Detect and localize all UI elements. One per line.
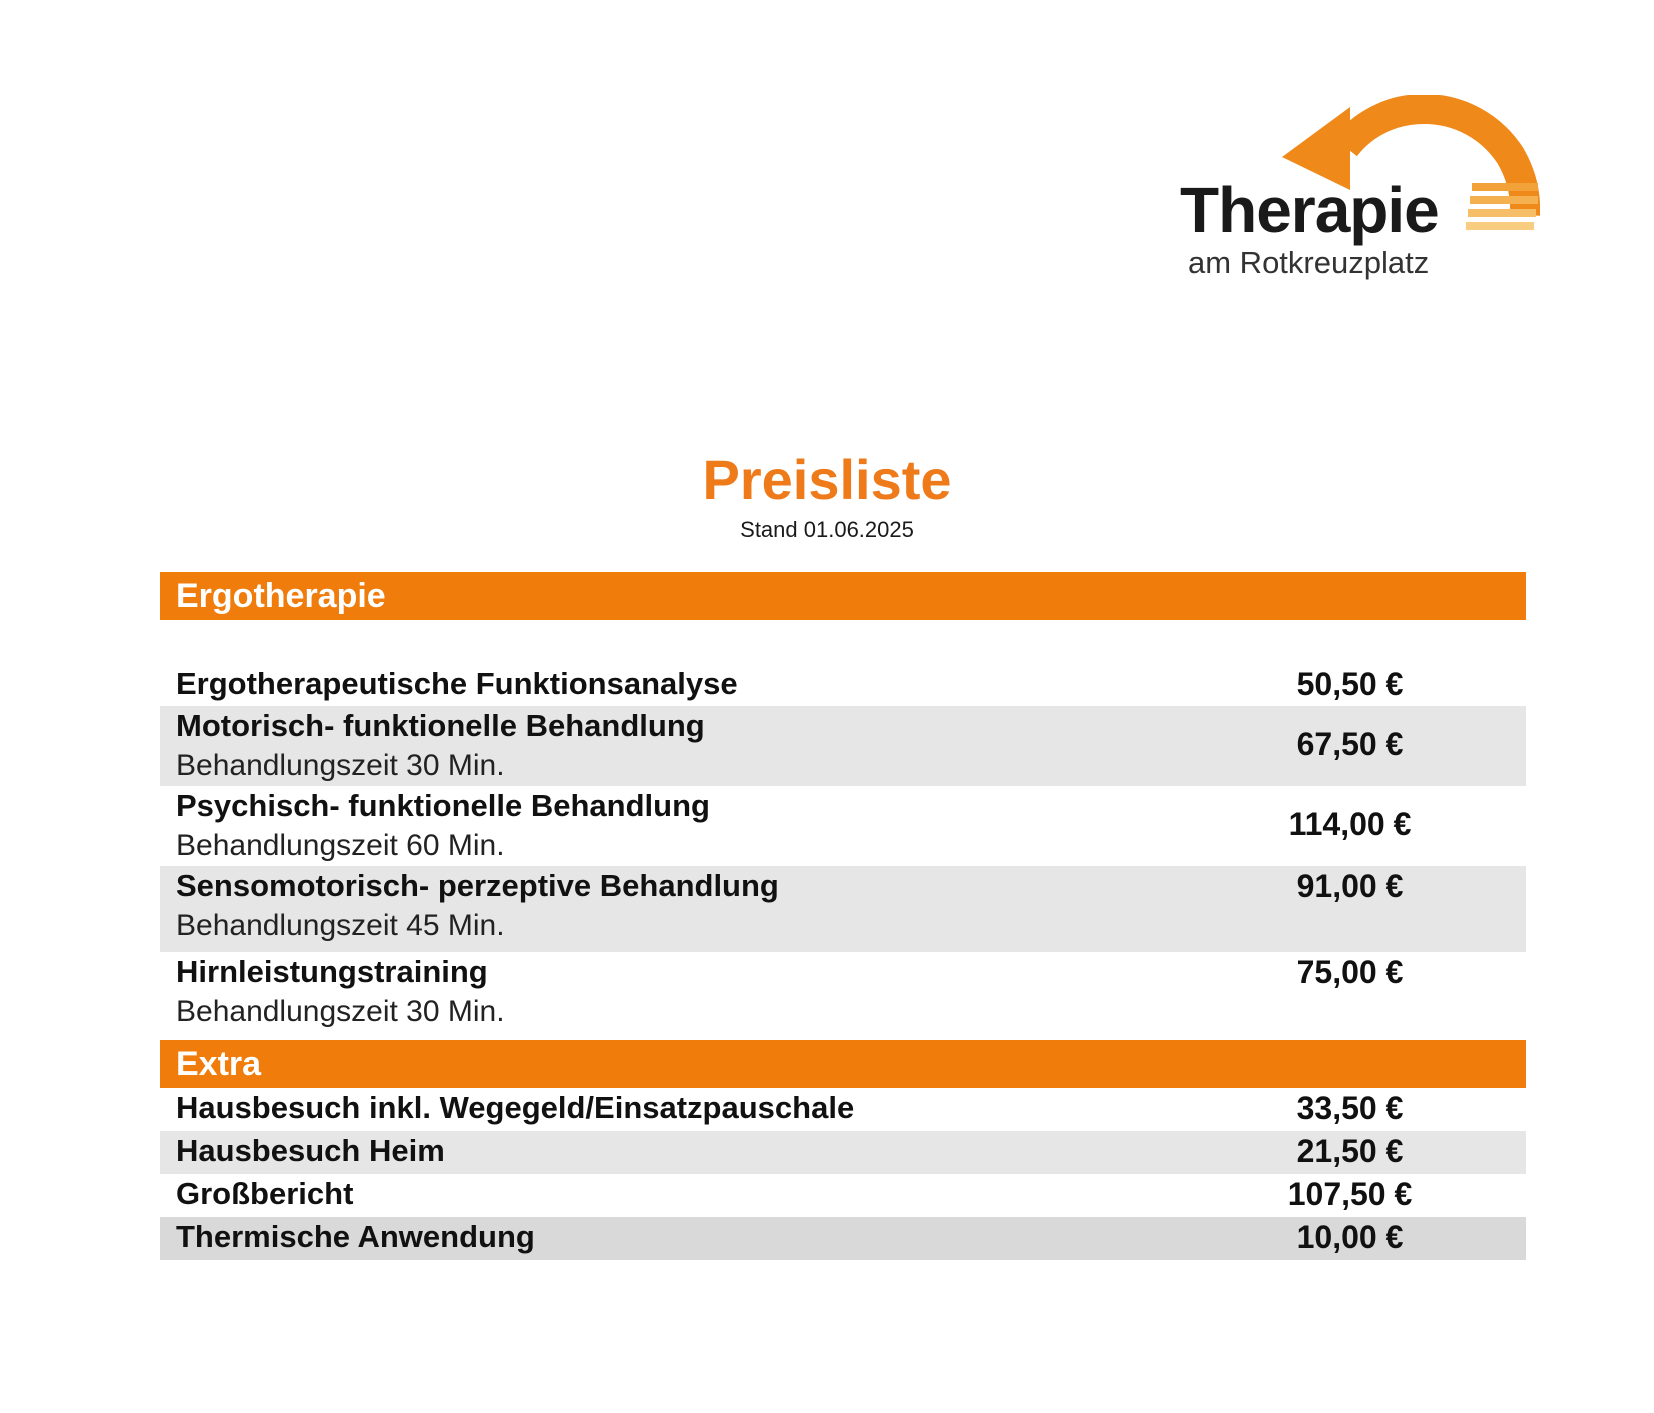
price-row: [160, 662, 1526, 706]
item-name: Hirnleistungstraining: [176, 954, 488, 989]
price-row: [160, 786, 1526, 866]
page-title: Preisliste: [702, 448, 952, 511]
price-row: [160, 706, 1526, 786]
item-name: Motorisch- funktionelle Behandlung: [176, 708, 705, 743]
price-row: [160, 1217, 1526, 1260]
item-price: 114,00 €: [1288, 806, 1412, 842]
item-name: Sensomotorisch- perzeptive Behandlung: [176, 868, 779, 903]
logo-subname: am Rotkreuzplatz: [1188, 245, 1430, 280]
item-name: Thermische Anwendung: [176, 1219, 535, 1254]
section-header-ergotherapie: Ergotherapie: [160, 572, 1526, 620]
item-detail: Behandlungszeit 30 Min.: [176, 995, 505, 1028]
item-name: Ergotherapeutische Funktionsanalyse: [176, 666, 738, 701]
price-row: [160, 1088, 1526, 1131]
price-row: [160, 1174, 1526, 1217]
section-header-extra: Extra: [160, 1040, 1526, 1088]
item-detail: Behandlungszeit 45 Min.: [176, 909, 505, 942]
item-price: 10,00 €: [1296, 1219, 1404, 1255]
price-row: [160, 866, 1526, 952]
item-name: Hausbesuch Heim: [176, 1133, 445, 1168]
item-price: 107,50 €: [1287, 1176, 1413, 1212]
item-price: 21,50 €: [1296, 1133, 1404, 1169]
price-row: [160, 952, 1526, 1038]
item-name: Psychisch- funktionelle Behandlung: [176, 788, 710, 823]
item-detail: Behandlungszeit 60 Min.: [176, 829, 505, 862]
logo: [1170, 95, 1540, 295]
item-name: Hausbesuch inkl. Wegegeld/Einsatzpauschale: [176, 1090, 855, 1125]
item-name: Großbericht: [176, 1176, 354, 1211]
item-price: 75,00 €: [1296, 954, 1404, 990]
price-row: [160, 1131, 1526, 1174]
page-subtitle: Stand 01.06.2025: [740, 517, 914, 542]
logo-name: Therapie: [1180, 174, 1439, 246]
item-price: 33,50 €: [1296, 1090, 1404, 1126]
item-detail: Behandlungszeit 30 Min.: [176, 749, 505, 782]
item-price: 91,00 €: [1296, 868, 1404, 904]
item-price: 50,50 €: [1296, 666, 1404, 702]
item-price: 67,50 €: [1296, 726, 1404, 762]
